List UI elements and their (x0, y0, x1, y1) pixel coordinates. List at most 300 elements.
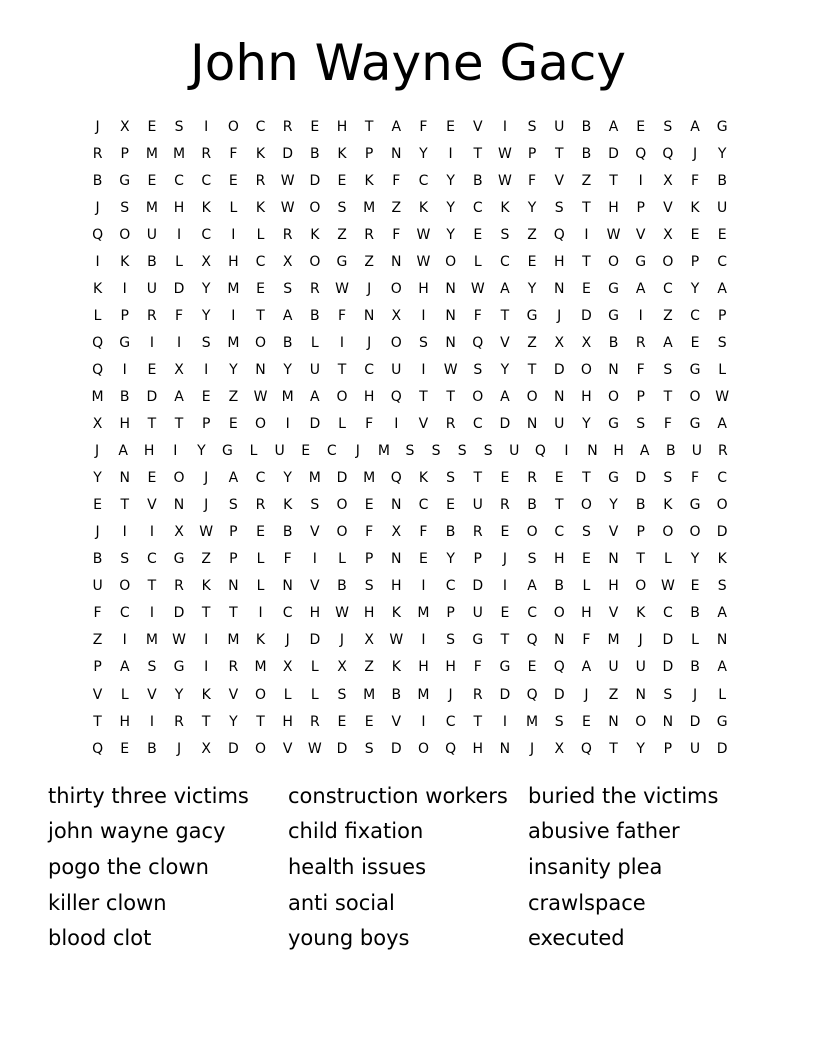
grid-letter: Q (526, 686, 538, 703)
grid-letter: B (310, 307, 320, 324)
grid-letter: E (527, 659, 537, 676)
grid-letter: Z (581, 172, 592, 189)
grid-letter: W (280, 199, 295, 216)
grid-row (84, 735, 736, 762)
grid-letter: H (472, 740, 484, 757)
grid-letter: A (608, 118, 619, 135)
grid-letter: I (122, 280, 127, 297)
grid-letter: J (367, 280, 372, 297)
grid-letter: H (309, 605, 321, 622)
grid-letter: V (554, 172, 565, 189)
grid-letter: K (663, 497, 673, 514)
grid-letter: M (254, 659, 267, 676)
grid-letter: L (473, 253, 482, 270)
grid-letter: S (446, 470, 456, 487)
grid-letter: L (120, 686, 129, 703)
grid-letter: B (665, 443, 676, 460)
grid-letter: I (502, 578, 507, 595)
grid-letter: C (445, 578, 456, 595)
grid-letter: O (119, 226, 131, 243)
grid-letter: M (173, 145, 186, 162)
grid-letter: B (527, 497, 537, 514)
grid-letter: C (255, 470, 266, 487)
grid-row (84, 248, 736, 275)
grid-letter: J (355, 443, 360, 460)
grid-letter: C (472, 416, 483, 433)
grid-row (84, 113, 736, 140)
grid-letter: V (310, 578, 320, 595)
grid-letter: E (554, 470, 564, 487)
grid-letter: S (120, 551, 130, 568)
grid-letter: G (222, 443, 233, 460)
grid-letter: V (635, 226, 646, 243)
grid-letter: E (446, 497, 456, 514)
grid-letter: V (500, 334, 510, 351)
grid-letter: J (557, 307, 562, 324)
grid-letter: T (609, 740, 618, 757)
grid-letter: F (365, 524, 374, 541)
grid-letter: H (336, 118, 348, 135)
grid-letter: M (607, 632, 620, 649)
word-search-grid (84, 113, 736, 762)
grid-letter: L (256, 578, 265, 595)
grid-letter: O (390, 334, 402, 351)
grid-letter: O (336, 497, 348, 514)
grid-letter: R (282, 118, 293, 135)
grid-letter: A (581, 659, 592, 676)
grid-letter: R (309, 280, 320, 297)
grid-letter: L (310, 659, 319, 676)
grid-letter: B (391, 686, 402, 703)
grid-letter: G (608, 470, 619, 487)
grid-letter: E (446, 118, 456, 135)
grid-letter: E (636, 118, 646, 135)
grid-letter: I (421, 713, 426, 730)
grid-letter: H (119, 416, 130, 433)
grid-letter: I (122, 524, 127, 541)
grid-letter: H (391, 578, 402, 595)
grid-letter: X (174, 524, 184, 541)
grid-letter: T (500, 307, 510, 324)
grid-letter: U (146, 226, 158, 243)
grid-letter: X (282, 659, 293, 676)
grid-letter: Q (390, 470, 402, 487)
grid-letter: P (364, 551, 374, 568)
grid-letter: R (718, 443, 728, 460)
grid-letter: U (717, 199, 728, 216)
grid-letter: B (581, 118, 592, 135)
grid-letter: J (584, 686, 589, 703)
word-list-item: insanity plea (528, 854, 663, 879)
grid-letter: M (308, 470, 321, 487)
grid-letter: F (636, 361, 645, 378)
grid-letter: N (587, 443, 598, 460)
word-list-item: construction workers (288, 783, 508, 808)
grid-letter: U (509, 443, 520, 460)
grid-letter: T (609, 172, 618, 189)
grid-letter: S (228, 497, 238, 514)
grid-letter: Q (92, 334, 104, 351)
grid-letter: P (636, 199, 645, 216)
grid-letter: O (309, 253, 321, 270)
grid-letter: Q (526, 632, 538, 649)
grid-letter: D (309, 172, 321, 189)
grid-letter: E (500, 605, 510, 622)
grid-letter: I (394, 416, 399, 433)
grid-letter: L (283, 686, 292, 703)
grid-letter: R (174, 578, 184, 595)
grid-letter: S (636, 416, 646, 433)
word-list-item: john wayne gacy (48, 819, 226, 844)
grid-letter: B (92, 551, 103, 568)
grid-letter: G (635, 253, 647, 270)
grid-letter: A (663, 334, 673, 351)
grid-letter: I (421, 361, 426, 378)
grid-letter: O (526, 524, 538, 541)
grid-letter: T (201, 713, 211, 730)
grid-letter: P (364, 145, 374, 162)
grid-letter: H (608, 199, 619, 216)
grid-letter: O (472, 388, 484, 405)
grid-letter: O (635, 713, 647, 730)
grid-letter: Y (201, 280, 211, 297)
grid-letter: E (337, 713, 347, 730)
grid-letter: C (554, 524, 565, 541)
grid-letter: C (690, 307, 700, 324)
grid-letter: E (419, 551, 428, 568)
grid-letter: Z (228, 388, 239, 405)
grid-letter: Y (717, 145, 727, 162)
grid-letter: V (310, 524, 320, 541)
grid-letter: A (174, 388, 184, 405)
grid-letter: M (363, 470, 376, 487)
grid-letter: O (689, 524, 701, 541)
grid-letter: X (391, 524, 402, 541)
grid-letter: S (201, 334, 211, 351)
grid-letter: M (377, 443, 390, 460)
grid-letter: I (638, 307, 643, 324)
grid-letter: L (229, 199, 238, 216)
grid-letter: P (201, 416, 211, 433)
grid-letter: T (554, 145, 564, 162)
grid-letter: K (92, 280, 103, 297)
grid-letter: J (530, 740, 535, 757)
grid-letter: A (119, 659, 130, 676)
word-list-item: health issues (288, 854, 427, 879)
grid-letter: O (716, 497, 728, 514)
grid-letter: N (553, 388, 565, 405)
grid-letter: T (663, 388, 673, 405)
grid-letter: Z (663, 307, 673, 324)
grid-letter: S (457, 443, 467, 460)
grid-letter: Y (609, 497, 618, 514)
grid-letter: Y (582, 416, 591, 433)
grid-letter: P (527, 145, 537, 162)
grid-letter: G (689, 361, 701, 378)
grid-letter: Y (283, 361, 292, 378)
grid-letter: S (364, 578, 374, 595)
grid-letter: C (717, 253, 728, 270)
grid-letter: W (172, 632, 186, 649)
grid-letter: V (391, 713, 402, 730)
grid-letter: E (717, 226, 727, 243)
grid-letter: N (228, 578, 239, 595)
grid-letter: M (227, 632, 240, 649)
grid-letter: O (662, 524, 674, 541)
grid-letter: I (448, 145, 453, 162)
grid-letter: J (95, 524, 100, 541)
grid-letter: E (201, 388, 211, 405)
grid-letter: X (663, 226, 673, 243)
grid-letter: N (608, 713, 619, 730)
grid-letter: W (443, 361, 458, 378)
grid-letter: A (527, 578, 537, 595)
grid-letter: O (662, 253, 674, 270)
grid-letter: I (502, 118, 507, 135)
grid-letter: E (120, 740, 130, 757)
grid-letter: W (498, 172, 512, 189)
grid-letter: W (416, 253, 431, 270)
grid-letter: T (201, 605, 211, 622)
grid-letter: Y (201, 307, 211, 324)
grid-letter: F (283, 551, 292, 568)
grid-letter: R (174, 713, 184, 730)
grid-letter: A (690, 118, 700, 135)
grid-letter: N (553, 632, 565, 649)
grid-letter: Y (229, 713, 238, 730)
grid-letter: E (581, 280, 591, 297)
grid-letter: V (147, 497, 157, 514)
grid-row (84, 275, 736, 302)
grid-letter: D (146, 388, 158, 405)
grid-letter: J (692, 145, 698, 162)
grid-letter: N (391, 145, 402, 162)
word-list-row (48, 849, 788, 885)
grid-letter: F (473, 307, 482, 324)
grid-letter: X (92, 416, 103, 433)
grid-letter: D (173, 280, 185, 297)
grid-letter: P (717, 307, 727, 324)
grid-letter: S (527, 118, 537, 135)
grid-letter: R (472, 524, 483, 541)
grid-letter: O (173, 470, 185, 487)
grid-letter: T (147, 578, 157, 595)
grid-letter: P (636, 388, 645, 405)
grid-letter: Y (446, 199, 455, 216)
grid-letter: C (326, 443, 337, 460)
grid-letter: J (692, 686, 698, 703)
grid-letter: E (93, 497, 102, 514)
grid-letter: C (418, 172, 429, 189)
grid-letter: K (255, 199, 266, 216)
grid-letter: E (256, 524, 265, 541)
grid-letter: D (282, 145, 294, 162)
word-list-item: killer clown (48, 890, 167, 915)
grid-letter: L (718, 361, 727, 378)
grid-letter: K (201, 578, 211, 595)
grid-letter: B (119, 388, 130, 405)
grid-letter: K (255, 145, 266, 162)
grid-letter: F (473, 659, 482, 676)
grid-letter: R (527, 470, 537, 487)
grid-letter: W (253, 388, 268, 405)
grid-letter: D (499, 416, 511, 433)
grid-letter: P (636, 524, 645, 541)
grid-letter: D (689, 713, 701, 730)
grid-letter: S (581, 524, 591, 541)
grid-letter: A (282, 307, 293, 324)
grid-letter: X (201, 740, 211, 757)
grid-letter: I (231, 226, 236, 243)
grid-letter: L (93, 307, 102, 324)
grid-letter: D (553, 686, 565, 703)
grid-letter: H (581, 388, 592, 405)
grid-letter: C (119, 605, 130, 622)
grid-letter: H (119, 713, 130, 730)
grid-letter: W (606, 226, 621, 243)
grid-letter: C (527, 605, 537, 622)
grid-letter: I (285, 416, 290, 433)
grid-letter: U (691, 443, 702, 460)
grid-letter: J (176, 740, 182, 757)
grid-letter: N (526, 416, 538, 433)
grid-letter: F (392, 226, 401, 243)
grid-letter: H (143, 443, 155, 460)
grid-letter: J (448, 686, 453, 703)
grid-letter: W (389, 632, 404, 649)
grid-letter: T (229, 605, 238, 622)
grid-letter: K (201, 686, 211, 703)
grid-letter: X (282, 253, 293, 270)
grid-letter: D (581, 307, 592, 324)
grid-letter: M (281, 388, 294, 405)
grid-letter: I (502, 713, 507, 730)
grid-letter: A (639, 443, 650, 460)
grid-letter: S (663, 686, 673, 703)
grid-letter: E (364, 497, 374, 514)
grid-letter: B (282, 334, 293, 351)
grid-letter: A (500, 280, 510, 297)
grid-letter: A (310, 388, 320, 405)
grid-letter: T (582, 199, 591, 216)
word-list-item: executed (528, 926, 625, 951)
grid-letter: Z (337, 226, 347, 243)
grid-letter: U (554, 118, 565, 135)
grid-letter: Y (174, 686, 184, 703)
grid-letter: I (638, 172, 643, 189)
grid-letter: P (663, 740, 673, 757)
grid-letter: W (307, 740, 322, 757)
word-list-item: abusive father (528, 819, 680, 844)
grid-letter: W (280, 172, 295, 189)
grid-letter: D (390, 740, 402, 757)
grid-letter: E (228, 172, 238, 189)
grid-letter: B (690, 605, 700, 622)
grid-letter: S (500, 226, 510, 243)
grid-letter: T (364, 118, 374, 135)
grid-letter: S (419, 334, 428, 351)
grid-letter: N (363, 307, 375, 324)
grid-letter: O (336, 388, 348, 405)
grid-letter: I (149, 605, 154, 622)
grid-letter: M (417, 605, 430, 622)
grid-letter: S (473, 361, 483, 378)
grid-letter: I (122, 361, 127, 378)
grid-letter: I (421, 307, 426, 324)
grid-letter: O (336, 524, 348, 541)
grid-letter: X (663, 172, 673, 189)
grid-letter: N (662, 713, 674, 730)
grid-letter: Y (446, 551, 455, 568)
grid-letter: O (417, 740, 429, 757)
grid-letter: A (391, 118, 402, 135)
grid-letter: F (93, 605, 102, 622)
grid-letter: S (310, 497, 320, 514)
grid-letter: L (256, 226, 265, 243)
grid-letter: T (636, 551, 645, 568)
grid-letter: V (608, 524, 619, 541)
grid-letter: T (419, 388, 428, 405)
grid-letter: A (500, 388, 510, 405)
grid-letter: I (231, 307, 236, 324)
grid-letter: V (228, 686, 239, 703)
grid-letter: P (120, 145, 129, 162)
grid-letter: D (635, 470, 647, 487)
grid-letter: X (554, 740, 565, 757)
grid-letter: Y (446, 226, 455, 243)
grid-letter: R (282, 226, 293, 243)
grid-letter: Q (92, 740, 104, 757)
grid-letter: B (472, 172, 483, 189)
grid-letter: A (717, 605, 727, 622)
grid-letter: C (255, 253, 266, 270)
word-list (48, 778, 788, 956)
grid-letter: X (201, 253, 211, 270)
grid-letter: I (339, 334, 345, 351)
grid-letter: N (173, 497, 185, 514)
grid-letter: R (147, 307, 157, 324)
grid-letter: E (147, 470, 157, 487)
grid-letter: A (228, 470, 239, 487)
grid-letter: F (337, 307, 347, 324)
grid-letter: O (580, 497, 592, 514)
grid-letter: N (499, 740, 511, 757)
grid-letter: K (364, 172, 374, 189)
word-list-item: buried the victims (528, 783, 719, 808)
grid-letter: K (120, 253, 130, 270)
grid-row (84, 438, 736, 465)
grid-letter: H (282, 713, 293, 730)
grid-letter: T (500, 632, 510, 649)
grid-letter: O (580, 361, 592, 378)
grid-letter: A (635, 280, 646, 297)
grid-letter: H (228, 253, 239, 270)
grid-letter: I (204, 632, 209, 649)
grid-letter: E (581, 713, 591, 730)
grid-letter: R (500, 497, 510, 514)
grid-letter: D (173, 605, 185, 622)
grid-letter: C (364, 361, 375, 378)
grid-letter: F (175, 307, 184, 324)
grid-letter: Z (608, 686, 619, 703)
grid-letter: M (363, 686, 376, 703)
grid-letter: M (526, 713, 539, 730)
grid-letter: P (229, 551, 238, 568)
grid-letter: R (228, 659, 239, 676)
grid-letter: D (309, 416, 321, 433)
grid-letter: S (717, 334, 727, 351)
grid-letter: Q (662, 145, 674, 162)
